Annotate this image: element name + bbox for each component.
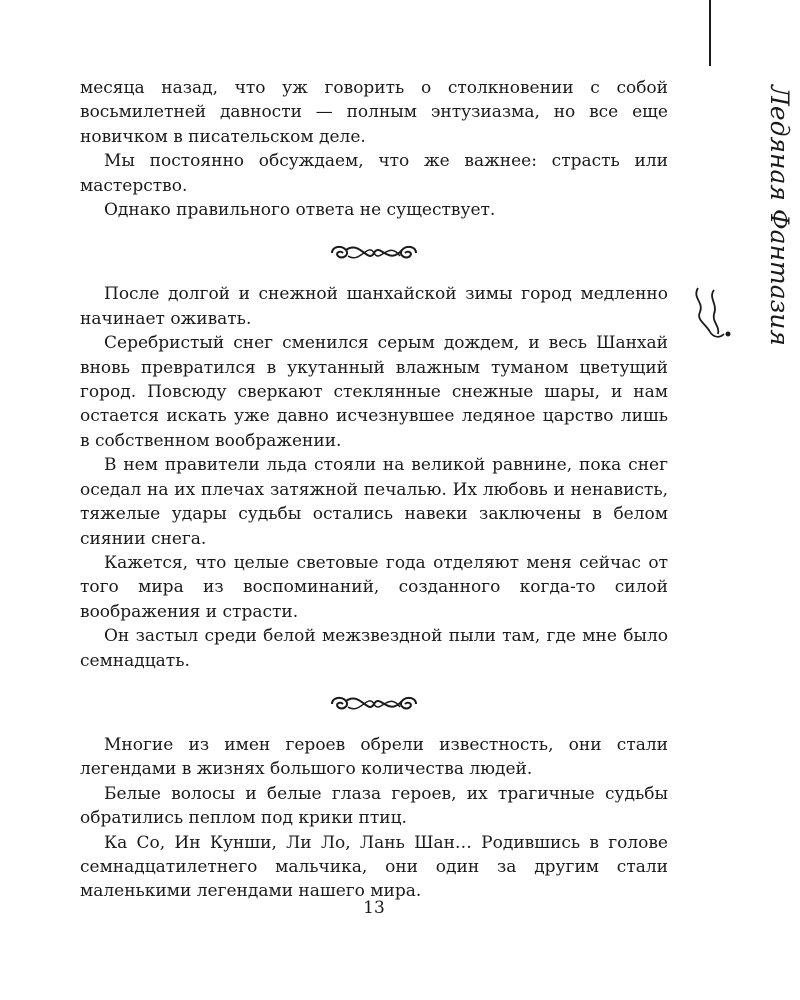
paragraph: Кажется, что целые световые года отделяют меня сейчас от того мира из воспоминаний, созданного когда-то силой воображения и страсти. [80,552,668,622]
running-title: Ледяная Фантазия [765,85,794,346]
flourish-ornament-icon [684,284,736,344]
main-text [80,76,668,904]
paragraph: Серебристый снег сменился серым дождем, и весь Шанхай вновь превратился в укутанный влажным туманом цветущий город. Повсюду сверкают стеклянные снежные шары, и нам остается искать уже давно исчезнувшее ледяное царство лишь в собственном воображении. [80,333,668,451]
paragraph: После долгой и снежной шанхайской зимы город медленно начинает оживать. [80,284,668,329]
paragraph: Мы постоянно обсуждаем, что же важнее: страсть или мастерство. [80,151,668,196]
margin-rule [709,0,711,66]
paragraph: Многие из имен героев обрели известность, они стали легендами в жизнях большого количества людей. [80,734,668,780]
paragraph: Ка Со, Ин Кунши, Ли Ло, Лань Шан… Родившись в голове семнадцатилетнего мальчика, они один за другим стали маленькими легендами нашего мира. [80,832,668,902]
paragraph: месяца назад, что уж говорить о столкновении с собой восьмилетней давности — полным энтузиазма, но все еще новичком в писательском деле. [80,78,668,147]
paragraph: В нем правители льда стояли на великой равнине, пока снег оседал на их плечах затяжной печалью. Их любовь и ненависть, тяжелые удары судьбы остались навеки заключены в белом сиянии снега. [80,455,668,549]
section-divider-ornament-icon [326,236,422,270]
page-number: 13 [363,898,385,918]
paragraph: Однако правильного ответа не существует. [104,200,496,221]
paragraph: Он застыл среди белой межзвездной пыли там, где мне было семнадцать. [80,626,668,671]
section-divider-ornament-icon [326,687,422,721]
paragraph: Белые волосы и белые глаза героев, их трагичные судьбы обратились пеплом под крики птиц. [80,783,668,829]
